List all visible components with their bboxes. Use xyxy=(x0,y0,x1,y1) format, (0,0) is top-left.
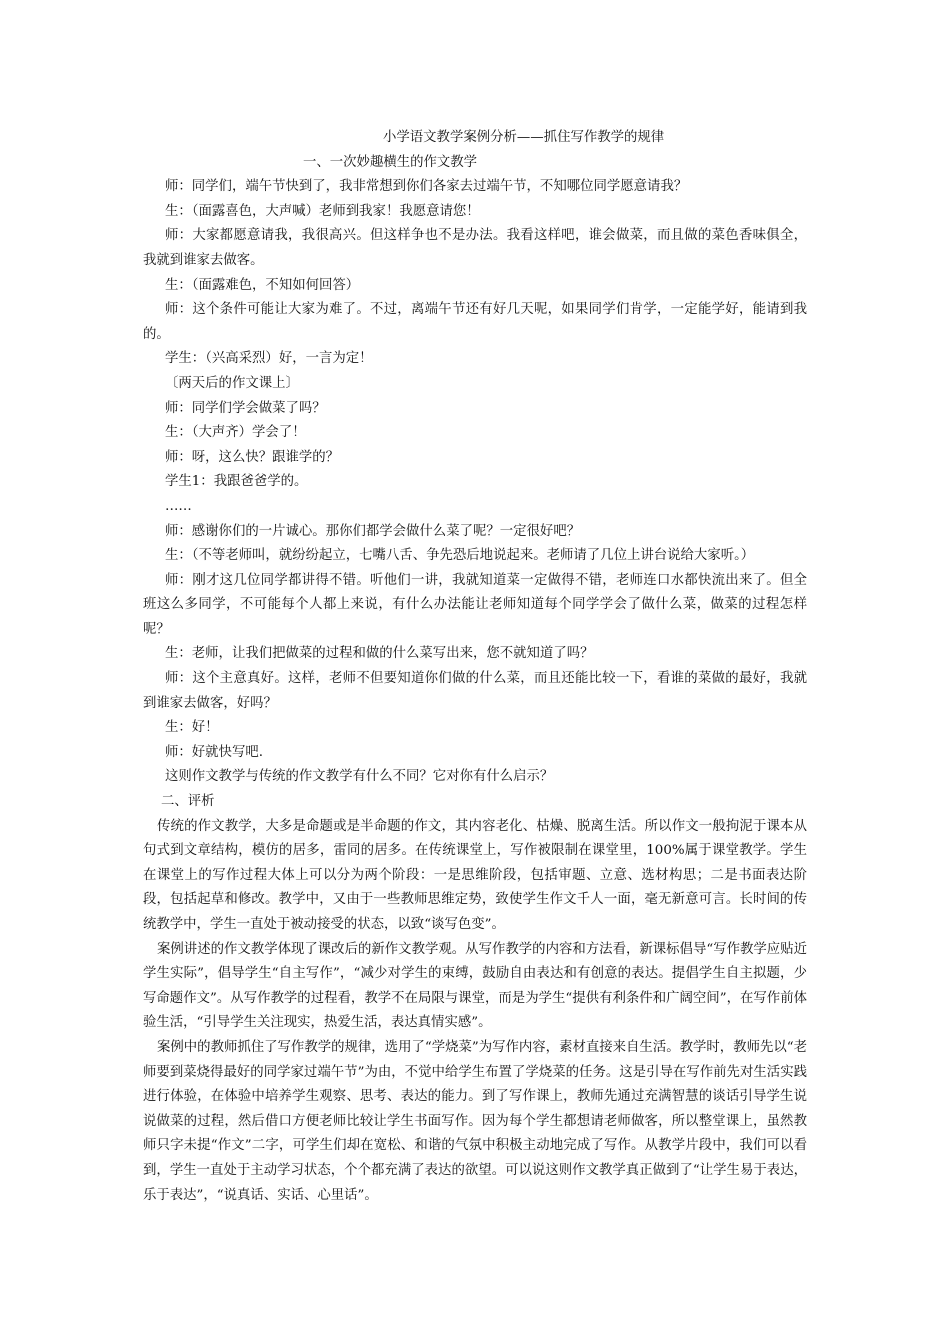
dialogue-line: 师：同学们学会做菜了吗？ xyxy=(165,400,326,416)
analysis-paragraph: 案例中的教师抓住了写作教学的规律，选用了“学烧菜”为写作内容，素材直接来自生活。教学时，教师先以“老师要到菜烧得最好的同学家过端午节”为由，不觉中给学生布置了学烧菜的任务。这是引导在写作前先对生活实践进行体验，在体验中培养学生观察、思考、表达的能力。到了写作课上，教师先通过充满智慧的谈话引导学生说说做菜的过程，然后借口方便老师比较让学生书面写作。因为每个学生都想请老师做客，所以整堂课上，虽然教师只字未提“作文”二字，可学生们却在宽松、和谐的气氛中积极主动地完成了写作。从教学片段中，我们可以看到，学生一直处于主动学习状态，个个都充满了表达的欲望。可以说这则作文教学真正做到了“让学生易于表达，乐于表达”，“说真话、实话、心里话”。 xyxy=(143,1039,807,1203)
dialogue-line: 师：这个主意真好。这样，老师不但要知道你们做的什么菜，而且还能比较一下，看谁的菜做的最好，我就到谁家去做客，好吗？ xyxy=(143,671,807,711)
dialogue-line: 学生1：我跟爸爸学的。 xyxy=(165,474,308,490)
dialogue-line: 师：同学们，端午节快到了，我非常想到你们各家去过端午节，不知哪位同学愿意请我？ xyxy=(165,179,688,195)
dialogue-line: 生：（面露难色，不知如何回答） xyxy=(165,277,360,293)
section-2-heading: 二、评析 xyxy=(161,794,215,810)
dialogue-line: 师：刚才这几位同学都讲得不错。听他们一讲，我就知道菜一定做得不错，老师连口水都快流出来了。但全班这么多同学，不可能每个人都上来说，有什么办法能让老师知道每个同学学会了做什么菜，做菜的过程怎样呢？ xyxy=(143,572,807,637)
ellipsis-line: …… xyxy=(165,498,192,514)
dialogue-line: 师：呀，这么快？跟谁学的？ xyxy=(165,449,340,465)
section-1-heading: 一、一次妙趣横生的作文教学 xyxy=(303,154,478,170)
dialogue-line: 师：大家都愿意请我，我很高兴。但这样争也不是办法。我看这样吧，谁会做菜，而且做的菜色香味俱全，我就到谁家去做客。 xyxy=(143,228,807,268)
dialogue-line: 〔两天后的作文课上〕 xyxy=(165,375,299,391)
dialogue-line: 生：（面露喜色，大声喊）老师到我家！我愿意请您！ xyxy=(165,203,480,219)
document-title: 小学语文教学案例分析——抓住写作教学的规律 xyxy=(383,130,665,145)
document-page xyxy=(143,126,807,1208)
dialogue-line: 师：好就快写吧. xyxy=(165,744,263,760)
dialogue-line: 师：感谢你们的一片诚心。那你们都学会做什么菜了呢？一定很好吧？ xyxy=(165,523,581,539)
dialogue-line: 生：好！ xyxy=(165,720,219,736)
dialogue-line: 师：这个条件可能让大家为难了。不过，离端午节还有好几天呢，如果同学们肯学，一定能学好，能请到我的。 xyxy=(143,302,807,342)
dialogue-line: 生：（不等老师叫，就纷纷起立，七嘴八舌、争先恐后地说起来。老师请了几位上讲台说给大家听。） xyxy=(165,548,755,564)
dialogue-line: 生：（大声齐）学会了！ xyxy=(165,425,306,441)
discussion-question: 这则作文教学与传统的作文教学有什么不同？它对你有什么启示？ xyxy=(165,769,554,785)
dialogue-line: 生：老师，让我们把做菜的过程和做的什么菜写出来，您不就知道了吗？ xyxy=(165,646,594,662)
dialogue-line: 学生：（兴高采烈）好，一言为定！ xyxy=(165,351,373,367)
analysis-paragraph: 案例讲述的作文教学体现了课改后的新作文教学观。从写作教学的内容和方法看，新课标倡导“写作教学应贴近学生实际”，倡导学生“自主写作”，“减少对学生的束缚，鼓励自由表达和有创意的表达。提倡学生自主拟题，少写命题作文”。从写作教学的过程看，教学不在局限与课堂，而是为学生“提供有利条件和广阔空间”，在写作前体验生活，“引导学生关注现实，热爱生活，表达真情实感”。 xyxy=(143,941,807,1031)
analysis-paragraph: 传统的作文教学，大多是命题或是半命题的作文，其内容老化、枯燥、脱离生活。所以作文一般拘泥于课本从句式到文章结构，模仿的居多，雷同的居多。在传统课堂上，写作被限制在课堂里，100%属于课堂教学。学生在课堂上的写作过程大体上可以分为两个阶段：一是思维阶段，包括审题、立意、选材构思；二是书面表达阶段，包括起草和修改。教学中，又由于一些教师思维定势，致使学生作文千人一面，毫无新意可言。长时间的传统教学中，学生一直处于被动接受的状态，以致“谈写色变”。 xyxy=(143,818,807,932)
